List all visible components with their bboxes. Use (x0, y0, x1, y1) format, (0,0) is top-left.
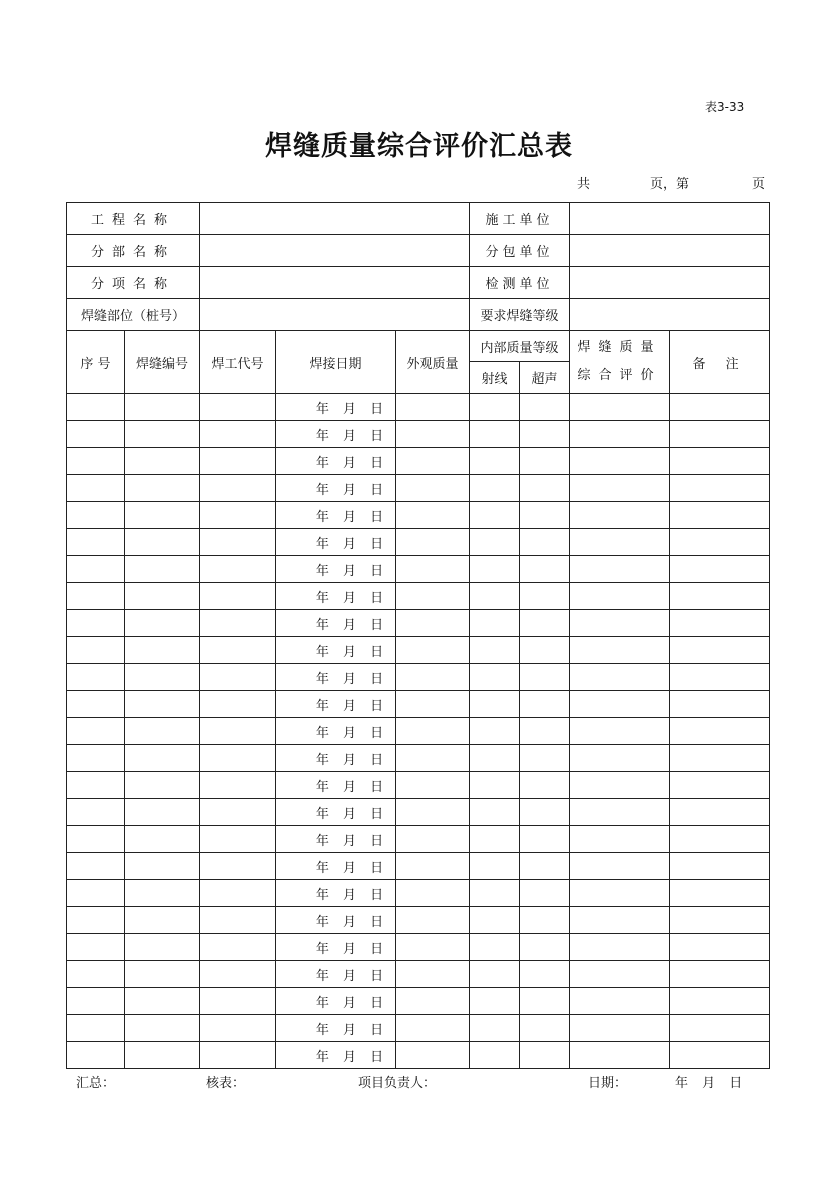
cell-ultrasonic[interactable] (520, 1015, 570, 1042)
info-label: 焊缝部位（桩号） (67, 299, 200, 331)
info-label: 要求焊缝等级 (470, 299, 570, 331)
cell-weld-no[interactable] (125, 637, 200, 664)
cell-weld-date[interactable]: 年 月 日 (276, 1015, 396, 1042)
info-row (67, 267, 770, 299)
cell-overall[interactable] (570, 799, 670, 826)
cell-weld-date[interactable]: 年 月 日 (276, 610, 396, 637)
cell-weld-no[interactable] (125, 718, 200, 745)
cell-overall[interactable] (570, 502, 670, 529)
cell-welder-code[interactable] (200, 1042, 276, 1069)
cell-seq[interactable] (67, 826, 125, 853)
info-row (67, 299, 770, 331)
cell-weld-date[interactable]: 年 月 日 (276, 1042, 396, 1069)
cell-weld-no[interactable] (125, 907, 200, 934)
cell-welder-code[interactable] (200, 529, 276, 556)
cell-ultrasonic[interactable] (520, 988, 570, 1015)
header-row (67, 331, 770, 362)
cell-seq[interactable] (67, 772, 125, 799)
cell-appearance[interactable] (396, 718, 470, 745)
cell-overall[interactable] (570, 637, 670, 664)
cell-ultrasonic[interactable] (520, 961, 570, 988)
cell-ultrasonic[interactable] (520, 772, 570, 799)
pager-mid: 页，第 (650, 177, 690, 192)
cell-ultrasonic[interactable] (520, 853, 570, 880)
cell-welder-code[interactable] (200, 826, 276, 853)
cell-welder-code[interactable] (200, 475, 276, 502)
cell-remarks[interactable] (670, 718, 770, 745)
table-row (67, 664, 770, 691)
cell-appearance[interactable] (396, 826, 470, 853)
cell-weld-no[interactable] (125, 448, 200, 475)
cell-weld-no[interactable] (125, 772, 200, 799)
header-weld-no: 焊缝编号 (125, 331, 200, 394)
cell-seq[interactable] (67, 880, 125, 907)
cell-weld-no[interactable] (125, 691, 200, 718)
cell-weld-date[interactable]: 年 月 日 (276, 664, 396, 691)
header-welder-code: 焊工代号 (200, 331, 276, 394)
cell-welder-code[interactable] (200, 448, 276, 475)
table-row (67, 880, 770, 907)
cell-weld-date[interactable]: 年 月 日 (276, 637, 396, 664)
cell-ultrasonic[interactable] (520, 610, 570, 637)
cell-welder-code[interactable] (200, 502, 276, 529)
header-overall-line2: 综合评价 (577, 368, 662, 383)
table-row (67, 934, 770, 961)
cell-weld-date[interactable]: 年 月 日 (276, 745, 396, 772)
table-row (67, 1042, 770, 1069)
cell-appearance[interactable] (396, 502, 470, 529)
info-label: 分部名称 (67, 235, 200, 267)
cell-remarks[interactable] (670, 664, 770, 691)
cell-overall[interactable] (570, 718, 670, 745)
cell-overall[interactable] (570, 1015, 670, 1042)
info-value[interactable] (200, 203, 470, 235)
info-value[interactable] (570, 267, 770, 299)
cell-ultrasonic[interactable] (520, 421, 570, 448)
cell-radiography[interactable] (470, 529, 520, 556)
cell-radiography[interactable] (470, 475, 520, 502)
cell-remarks[interactable] (670, 637, 770, 664)
cell-overall[interactable] (570, 583, 670, 610)
cell-welder-code[interactable] (200, 421, 276, 448)
cell-radiography[interactable] (470, 1015, 520, 1042)
cell-welder-code[interactable] (200, 637, 276, 664)
header-overall-line1: 焊缝质量 (577, 340, 662, 355)
cell-radiography[interactable] (470, 421, 520, 448)
cell-appearance[interactable] (396, 934, 470, 961)
footer-date-value: 年 月 日 (675, 1076, 743, 1091)
cell-radiography[interactable] (470, 610, 520, 637)
cell-seq[interactable] (67, 421, 125, 448)
cell-remarks[interactable] (670, 529, 770, 556)
cell-remarks[interactable] (670, 853, 770, 880)
cell-seq[interactable] (67, 934, 125, 961)
cell-remarks[interactable] (670, 745, 770, 772)
cell-remarks[interactable] (670, 907, 770, 934)
cell-weld-no[interactable] (125, 664, 200, 691)
cell-radiography[interactable] (470, 1042, 520, 1069)
cell-ultrasonic[interactable] (520, 799, 570, 826)
cell-weld-date[interactable]: 年 月 日 (276, 772, 396, 799)
cell-seq[interactable] (67, 718, 125, 745)
cell-remarks[interactable] (670, 988, 770, 1015)
cell-weld-date[interactable]: 年 月 日 (276, 988, 396, 1015)
cell-radiography[interactable] (470, 934, 520, 961)
cell-welder-code[interactable] (200, 691, 276, 718)
cell-weld-date[interactable]: 年 月 日 (276, 421, 396, 448)
cell-remarks[interactable] (670, 448, 770, 475)
cell-weld-no[interactable] (125, 988, 200, 1015)
cell-ultrasonic[interactable] (520, 475, 570, 502)
cell-radiography[interactable] (470, 637, 520, 664)
cell-welder-code[interactable] (200, 610, 276, 637)
cell-welder-code[interactable] (200, 583, 276, 610)
cell-radiography[interactable] (470, 988, 520, 1015)
cell-overall[interactable] (570, 475, 670, 502)
cell-radiography[interactable] (470, 502, 520, 529)
cell-welder-code[interactable] (200, 907, 276, 934)
cell-welder-code[interactable] (200, 556, 276, 583)
info-value[interactable] (570, 299, 770, 331)
table-row (67, 610, 770, 637)
info-row (67, 203, 770, 235)
cell-remarks[interactable] (670, 799, 770, 826)
cell-weld-no[interactable] (125, 394, 200, 421)
cell-weld-date[interactable]: 年 月 日 (276, 556, 396, 583)
cell-overall[interactable] (570, 529, 670, 556)
cell-ultrasonic[interactable] (520, 691, 570, 718)
cell-weld-date[interactable]: 年 月 日 (276, 691, 396, 718)
cell-ultrasonic[interactable] (520, 394, 570, 421)
header-ultrasonic: 超声 (520, 362, 570, 394)
cell-weld-date[interactable]: 年 月 日 (276, 934, 396, 961)
cell-remarks[interactable] (670, 961, 770, 988)
cell-overall[interactable] (570, 907, 670, 934)
cell-seq[interactable] (67, 475, 125, 502)
cell-appearance[interactable] (396, 421, 470, 448)
cell-appearance[interactable] (396, 637, 470, 664)
table-row (67, 988, 770, 1015)
cell-weld-no[interactable] (125, 475, 200, 502)
footer-summary: 汇总： (76, 1076, 116, 1091)
cell-welder-code[interactable] (200, 394, 276, 421)
cell-appearance[interactable] (396, 448, 470, 475)
footer-date-label: 日期： (588, 1076, 628, 1091)
cell-weld-no[interactable] (125, 529, 200, 556)
table-row (67, 772, 770, 799)
cell-overall[interactable] (570, 745, 670, 772)
cell-remarks[interactable] (670, 934, 770, 961)
cell-radiography[interactable] (470, 448, 520, 475)
cell-weld-date[interactable]: 年 月 日 (276, 826, 396, 853)
cell-appearance[interactable] (396, 1042, 470, 1069)
cell-seq[interactable] (67, 502, 125, 529)
cell-radiography[interactable] (470, 826, 520, 853)
header-appearance: 外观质量 (396, 331, 470, 394)
info-value[interactable] (570, 203, 770, 235)
cell-ultrasonic[interactable] (520, 583, 570, 610)
table-row (67, 745, 770, 772)
cell-overall[interactable] (570, 1042, 670, 1069)
form-number: 表3-33 (705, 100, 745, 114)
cell-appearance[interactable] (396, 583, 470, 610)
cell-welder-code[interactable] (200, 799, 276, 826)
cell-appearance[interactable] (396, 691, 470, 718)
table-row (67, 853, 770, 880)
cell-weld-date[interactable]: 年 月 日 (276, 475, 396, 502)
cell-weld-no[interactable] (125, 502, 200, 529)
cell-radiography[interactable] (470, 853, 520, 880)
header-overall (570, 331, 670, 394)
cell-weld-no[interactable] (125, 1015, 200, 1042)
cell-radiography[interactable] (470, 556, 520, 583)
cell-welder-code[interactable] (200, 934, 276, 961)
cell-seq[interactable] (67, 907, 125, 934)
table-row (67, 529, 770, 556)
cell-seq[interactable] (67, 853, 125, 880)
table-row (67, 907, 770, 934)
cell-seq[interactable] (67, 583, 125, 610)
info-value[interactable] (570, 235, 770, 267)
info-label: 检测单位 (470, 267, 570, 299)
cell-weld-no[interactable] (125, 826, 200, 853)
cell-radiography[interactable] (470, 691, 520, 718)
cell-weld-no[interactable] (125, 1042, 200, 1069)
cell-overall[interactable] (570, 610, 670, 637)
cell-ultrasonic[interactable] (520, 907, 570, 934)
cell-appearance[interactable] (396, 745, 470, 772)
cell-appearance[interactable] (396, 853, 470, 880)
cell-overall[interactable] (570, 961, 670, 988)
cell-appearance[interactable] (396, 475, 470, 502)
cell-overall[interactable] (570, 988, 670, 1015)
cell-remarks[interactable] (670, 475, 770, 502)
table-row (67, 718, 770, 745)
cell-weld-date[interactable]: 年 月 日 (276, 529, 396, 556)
table-row (67, 826, 770, 853)
cell-seq[interactable] (67, 664, 125, 691)
cell-welder-code[interactable] (200, 880, 276, 907)
cell-welder-code[interactable] (200, 718, 276, 745)
cell-seq[interactable] (67, 988, 125, 1015)
cell-ultrasonic[interactable] (520, 529, 570, 556)
cell-seq[interactable] (67, 1042, 125, 1069)
table-row (67, 961, 770, 988)
table-row (67, 475, 770, 502)
cell-ultrasonic[interactable] (520, 880, 570, 907)
cell-weld-no[interactable] (125, 853, 200, 880)
table-row (67, 421, 770, 448)
cell-appearance[interactable] (396, 907, 470, 934)
cell-radiography[interactable] (470, 961, 520, 988)
cell-overall[interactable] (570, 421, 670, 448)
cell-weld-date[interactable]: 年 月 日 (276, 394, 396, 421)
table-row (67, 556, 770, 583)
cell-overall[interactable] (570, 826, 670, 853)
cell-ultrasonic[interactable] (520, 718, 570, 745)
info-label: 工程名称 (67, 203, 200, 235)
cell-remarks[interactable] (670, 691, 770, 718)
cell-radiography[interactable] (470, 907, 520, 934)
cell-remarks[interactable] (670, 610, 770, 637)
cell-weld-no[interactable] (125, 745, 200, 772)
cell-weld-date[interactable]: 年 月 日 (276, 502, 396, 529)
cell-weld-date[interactable]: 年 月 日 (276, 853, 396, 880)
cell-appearance[interactable] (396, 880, 470, 907)
cell-seq[interactable] (67, 556, 125, 583)
cell-radiography[interactable] (470, 583, 520, 610)
cell-radiography[interactable] (470, 880, 520, 907)
cell-appearance[interactable] (396, 529, 470, 556)
cell-remarks[interactable] (670, 1015, 770, 1042)
info-value[interactable] (200, 235, 470, 267)
cell-ultrasonic[interactable] (520, 1042, 570, 1069)
weld-quality-table (66, 202, 770, 1069)
cell-overall[interactable] (570, 934, 670, 961)
cell-ultrasonic[interactable] (520, 502, 570, 529)
table-row (67, 637, 770, 664)
cell-weld-no[interactable] (125, 610, 200, 637)
cell-overall[interactable] (570, 691, 670, 718)
cell-weld-date[interactable]: 年 月 日 (276, 799, 396, 826)
cell-seq[interactable] (67, 1015, 125, 1042)
cell-seq[interactable] (67, 394, 125, 421)
pager-suffix: 页 (752, 177, 766, 192)
info-label: 分包单位 (470, 235, 570, 267)
cell-radiography[interactable] (470, 718, 520, 745)
info-label: 施工单位 (470, 203, 570, 235)
info-row (67, 235, 770, 267)
cell-weld-no[interactable] (125, 961, 200, 988)
cell-remarks[interactable] (670, 421, 770, 448)
cell-overall[interactable] (570, 448, 670, 475)
cell-appearance[interactable] (396, 799, 470, 826)
cell-appearance[interactable] (396, 394, 470, 421)
cell-welder-code[interactable] (200, 988, 276, 1015)
cell-welder-code[interactable] (200, 664, 276, 691)
table-row (67, 691, 770, 718)
cell-ultrasonic[interactable] (520, 637, 570, 664)
cell-seq[interactable] (67, 529, 125, 556)
cell-weld-date[interactable]: 年 月 日 (276, 961, 396, 988)
table-row (67, 583, 770, 610)
cell-radiography[interactable] (470, 772, 520, 799)
header-internal-grade: 内部质量等级 (470, 331, 570, 362)
cell-remarks[interactable] (670, 880, 770, 907)
cell-remarks[interactable] (670, 556, 770, 583)
cell-weld-date[interactable]: 年 月 日 (276, 880, 396, 907)
table-row (67, 502, 770, 529)
cell-radiography[interactable] (470, 394, 520, 421)
cell-seq[interactable] (67, 448, 125, 475)
cell-seq[interactable] (67, 691, 125, 718)
cell-ultrasonic[interactable] (520, 448, 570, 475)
header-remarks: 备 注 (670, 331, 770, 394)
cell-welder-code[interactable] (200, 772, 276, 799)
footer-manager: 项目负责人： (358, 1076, 437, 1091)
cell-remarks[interactable] (670, 826, 770, 853)
cell-welder-code[interactable] (200, 853, 276, 880)
info-value[interactable] (200, 299, 470, 331)
cell-weld-no[interactable] (125, 421, 200, 448)
page-title: 焊缝质量综合评价汇总表 (265, 131, 573, 162)
cell-ultrasonic[interactable] (520, 826, 570, 853)
cell-weld-date[interactable]: 年 月 日 (276, 907, 396, 934)
header-seq: 序 号 (67, 331, 125, 394)
cell-weld-date[interactable]: 年 月 日 (276, 583, 396, 610)
cell-appearance[interactable] (396, 1015, 470, 1042)
cell-remarks[interactable] (670, 583, 770, 610)
cell-remarks[interactable] (670, 1042, 770, 1069)
table-row (67, 448, 770, 475)
cell-weld-date[interactable]: 年 月 日 (276, 718, 396, 745)
cell-welder-code[interactable] (200, 1015, 276, 1042)
cell-overall[interactable] (570, 394, 670, 421)
cell-radiography[interactable] (470, 745, 520, 772)
footer-reviewer: 核表： (206, 1076, 246, 1091)
header-radiography: 射线 (470, 362, 520, 394)
cell-overall[interactable] (570, 772, 670, 799)
cell-ultrasonic[interactable] (520, 745, 570, 772)
info-value[interactable] (200, 267, 470, 299)
cell-appearance[interactable] (396, 556, 470, 583)
pager-total-prefix: 共 (577, 177, 591, 192)
cell-overall[interactable] (570, 556, 670, 583)
cell-seq[interactable] (67, 799, 125, 826)
header-weld-date: 焊接日期 (276, 331, 396, 394)
cell-appearance[interactable] (396, 664, 470, 691)
cell-welder-code[interactable] (200, 745, 276, 772)
cell-remarks[interactable] (670, 394, 770, 421)
cell-weld-no[interactable] (125, 880, 200, 907)
cell-seq[interactable] (67, 637, 125, 664)
cell-seq[interactable] (67, 745, 125, 772)
cell-ultrasonic[interactable] (520, 664, 570, 691)
cell-overall[interactable] (570, 664, 670, 691)
cell-weld-no[interactable] (125, 556, 200, 583)
cell-remarks[interactable] (670, 502, 770, 529)
cell-ultrasonic[interactable] (520, 556, 570, 583)
cell-appearance[interactable] (396, 988, 470, 1015)
cell-appearance[interactable] (396, 961, 470, 988)
cell-weld-date[interactable]: 年 月 日 (276, 448, 396, 475)
cell-welder-code[interactable] (200, 961, 276, 988)
cell-radiography[interactable] (470, 664, 520, 691)
cell-ultrasonic[interactable] (520, 934, 570, 961)
table-row (67, 799, 770, 826)
cell-remarks[interactable] (670, 772, 770, 799)
cell-weld-no[interactable] (125, 934, 200, 961)
info-label: 分项名称 (67, 267, 200, 299)
cell-overall[interactable] (570, 880, 670, 907)
cell-overall[interactable] (570, 853, 670, 880)
cell-weld-no[interactable] (125, 799, 200, 826)
cell-appearance[interactable] (396, 610, 470, 637)
cell-weld-no[interactable] (125, 583, 200, 610)
table-row (67, 394, 770, 421)
cell-seq[interactable] (67, 610, 125, 637)
cell-seq[interactable] (67, 961, 125, 988)
table-row (67, 1015, 770, 1042)
cell-radiography[interactable] (470, 799, 520, 826)
cell-appearance[interactable] (396, 772, 470, 799)
